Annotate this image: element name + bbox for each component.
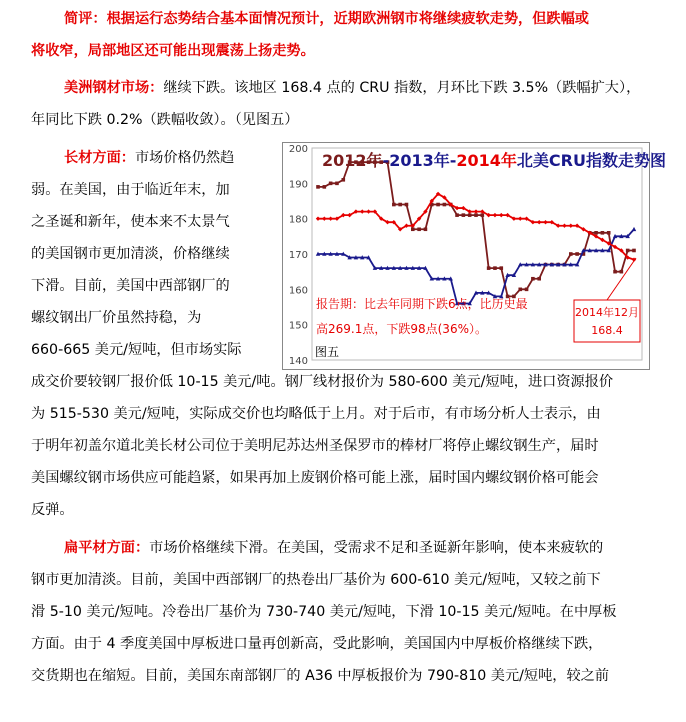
flat-text-1: 市场价格继续下滑。在美国，受需求不足和圣诞新年影响，使本来疲软的 xyxy=(149,540,604,556)
summary-line-1: 简评：根据运行态势结合基本面情况预计，近期欧洲钢市将继续疲软走势，但跌幅或 xyxy=(64,11,589,27)
y-tick-label-0: 200 xyxy=(288,144,308,155)
series-0-point-19 xyxy=(436,203,440,207)
series-0-point-22 xyxy=(455,213,459,217)
flat-line-3: 滑 5-10 美元/短吨。冷卷出厂基价为 730-740 美元/短吨，下滑 10-15 美元/短吨。在中厚板 xyxy=(31,604,617,620)
americas-line-1 xyxy=(64,78,664,98)
summary-line-2: 将收窄，局部地区还可能出现震荡上扬走势。 xyxy=(31,43,315,59)
series-0-point-41 xyxy=(575,252,579,256)
series-0-point-0 xyxy=(316,185,320,189)
series-0-point-47 xyxy=(613,270,617,274)
series-0-point-15 xyxy=(411,227,415,231)
series-0-point-14 xyxy=(405,203,409,207)
y-tick-label-3: 170 xyxy=(288,250,308,261)
long-label: 长材方面： xyxy=(64,150,135,166)
annotation-line-1: 报告期：比去年同期下跌6点，比历史最 xyxy=(316,297,528,311)
long-line-6: 螺纹钢出厂价虽然持稳，为 xyxy=(31,310,202,326)
figure-label: 图五 xyxy=(315,345,340,359)
americas-line-2: 年同比下跌 0.2%（跌幅收敛）。（见图五） xyxy=(31,112,299,128)
series-0-point-46 xyxy=(607,231,611,235)
series-0-point-2 xyxy=(329,182,333,186)
series-0-point-45 xyxy=(601,231,605,235)
series-0-point-29 xyxy=(499,266,503,270)
chart-svg xyxy=(282,142,666,370)
flat-line-4: 方面。由于 4 季度美国中厚板进口量再创新高，受此影响，美国国内中厚板价格继续下跌， xyxy=(31,636,603,652)
cru-index-chart xyxy=(282,142,666,370)
chart-title-part-4: 2014年 xyxy=(456,151,517,170)
series-0-point-1 xyxy=(323,185,327,189)
chart-title-part-3: - xyxy=(449,151,457,170)
flat-line-2: 钢市更加清淡。目前，美国中西部钢厂的热卷出厂基价为 600-610 美元/短吨，又较之前下 xyxy=(31,572,601,588)
series-0-point-32 xyxy=(518,288,522,292)
long-line-2: 弱。在美国，由于临近年末，加 xyxy=(31,182,230,198)
series-0-point-35 xyxy=(537,277,541,281)
chart-title xyxy=(322,151,666,170)
series-0-point-26 xyxy=(481,213,485,217)
flat-line-1 xyxy=(64,538,664,558)
long-line-4: 的美国钢市更加清淡，价格继续 xyxy=(31,246,230,262)
long-full-1: 成交价要较钢厂报价低 10-15 美元/吨。钢厂线材报价为 580-600 美元/短吨，进口资源报价 xyxy=(31,374,614,390)
series-0-point-17 xyxy=(424,227,428,231)
flat-label: 扁平材方面： xyxy=(64,540,150,556)
series-0-point-40 xyxy=(569,252,573,256)
series-0-point-20 xyxy=(443,203,447,207)
y-tick-label-1: 190 xyxy=(288,179,308,191)
series-0-point-44 xyxy=(594,231,598,235)
chart-title-part-2: 2013年 xyxy=(389,151,450,170)
series-0-point-25 xyxy=(474,213,478,217)
y-tick-label-6: 140 xyxy=(288,356,308,367)
long-full-4: 美国螺纹钢市场供应可能趋紧，如果再加上废钢价格可能上涨，届时国内螺纹钢价格可能会 xyxy=(31,470,599,486)
series-0-point-34 xyxy=(531,277,535,281)
series-0-point-12 xyxy=(392,203,396,207)
series-0-point-13 xyxy=(398,203,402,207)
series-0-point-3 xyxy=(335,182,339,186)
long-full-3: 于明年初盖尔道北美长材公司位于美明尼苏达州圣保罗市的棒材厂将停止螺纹钢生产，届时 xyxy=(31,438,599,454)
y-tick-label-5: 150 xyxy=(288,320,308,332)
long-line-5: 下滑。目前，美国中西部钢厂的 xyxy=(31,278,230,294)
callout-line-1: 2014年12月 xyxy=(575,306,639,319)
flat-line-5: 交货期也在缩短。目前，美国东南部钢厂的 A36 中厚板报价为 790-810 美元/短吨，较之前 xyxy=(31,668,610,684)
chart-title-part-0: 2012年 xyxy=(322,151,383,170)
series-0-point-27 xyxy=(487,266,491,270)
series-0-point-48 xyxy=(620,270,624,274)
long-line-1 xyxy=(64,148,274,168)
callout-line-2: 168.4 xyxy=(591,324,623,337)
series-0-point-23 xyxy=(462,213,466,217)
y-tick-label-4: 160 xyxy=(288,285,308,297)
annotation-line-2: 高269.1点，下跌98点(36%）。 xyxy=(316,322,487,336)
long-text-1: 市场价格仍然趋 xyxy=(134,150,235,166)
series-0-point-49 xyxy=(626,249,630,253)
americas-label: 美洲钢材市场： xyxy=(64,80,164,96)
series-0-point-24 xyxy=(468,213,472,217)
chart-title-part-1: - xyxy=(382,151,390,170)
americas-text: 继续下跌。该地区 168.4 点的 CRU 指数，月环比下跌 3.5%（跌幅扩大）， xyxy=(163,80,641,96)
series-0-point-28 xyxy=(493,266,497,270)
series-0-point-33 xyxy=(525,288,529,292)
series-0-point-16 xyxy=(417,227,421,231)
series-0-point-50 xyxy=(632,249,636,253)
long-line-7: 660-665 美元/短吨，但市场实际 xyxy=(31,342,242,358)
y-tick-label-2: 180 xyxy=(288,214,308,226)
long-line-3: 之圣诞和新年，使本来不太景气 xyxy=(31,214,230,230)
chart-title-part-5: 北美CRU指数走势图 xyxy=(516,151,666,170)
long-full-2: 为 515-530 美元/短吨，实际成交价也均略低于上月。对于后市，有市场分析人士表示，由 xyxy=(31,406,601,422)
long-full-5: 反弹。 xyxy=(31,502,74,518)
series-0-point-4 xyxy=(341,178,345,182)
